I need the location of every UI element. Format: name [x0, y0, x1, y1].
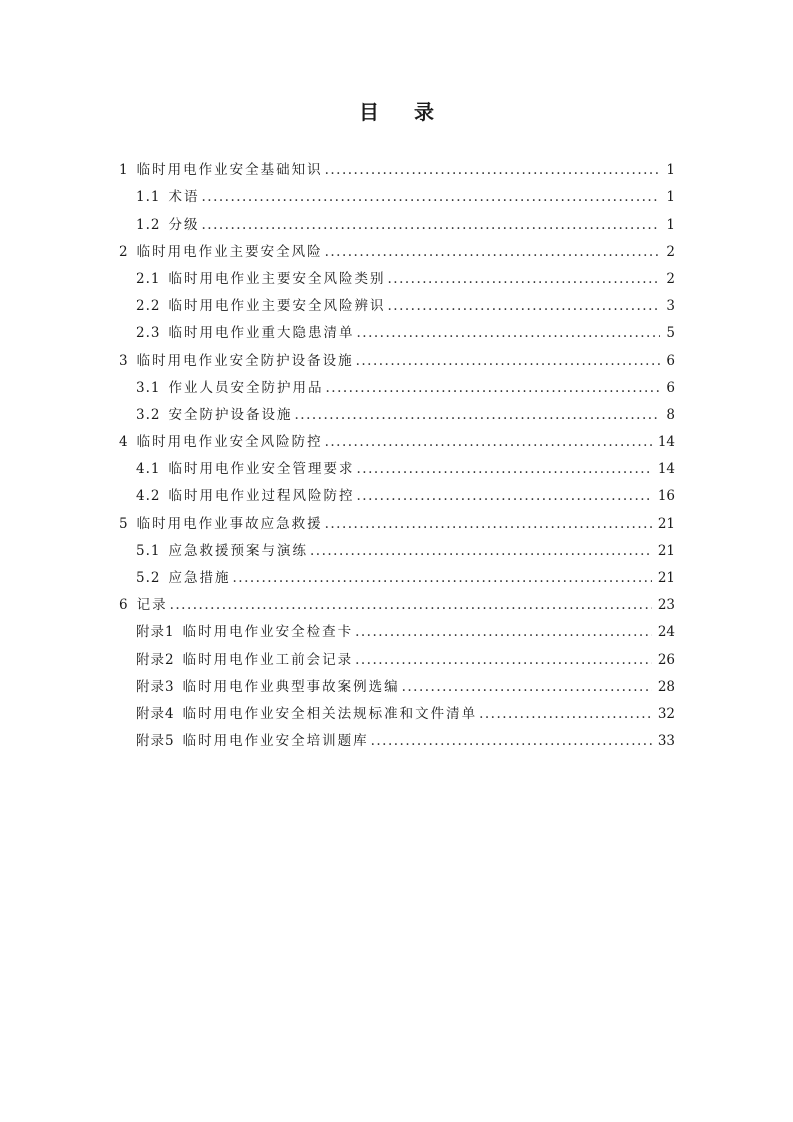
toc-entry-page-number: 8	[666, 406, 675, 423]
toc-entry[interactable]	[119, 429, 675, 456]
toc-entry[interactable]	[119, 456, 675, 483]
toc-entry[interactable]	[119, 211, 675, 238]
toc-entry-page-number: 16	[657, 488, 675, 505]
toc-entry-title: 应急救援预案与演练	[168, 542, 308, 559]
toc-entry[interactable]	[119, 674, 675, 701]
toc-dot-leader	[294, 402, 660, 429]
toc-dot-leader	[356, 456, 651, 483]
toc-entry-title: 临时用电作业安全管理要求	[168, 461, 355, 478]
toc-entry[interactable]	[119, 293, 675, 320]
toc-entry[interactable]	[119, 320, 675, 347]
toc-entry[interactable]	[119, 728, 675, 755]
toc-entry-number: 附录5	[136, 733, 175, 750]
toc-entry-title: 临时用电作业安全检查卡	[182, 624, 354, 641]
toc-entry-number: 6	[119, 597, 129, 614]
toc-entry-page-number: 28	[657, 678, 675, 695]
toc-entry[interactable]	[119, 239, 675, 266]
toc-entry-title: 临时用电作业主要安全风险	[136, 243, 323, 260]
toc-entry-number: 1	[119, 162, 129, 179]
toc-entry-title: 临时用电作业过程风险防控	[168, 488, 355, 505]
toc-entry-title: 术语	[168, 189, 200, 206]
toc-dot-leader	[325, 239, 661, 266]
toc-dot-leader	[325, 375, 660, 402]
toc-entry-number: 4.1	[136, 461, 161, 478]
toc-dot-leader	[310, 538, 652, 565]
toc-entry-page-number: 14	[657, 461, 675, 478]
toc-entry-page-number: 2	[666, 270, 675, 287]
toc-entry-number: 2.3	[136, 325, 161, 342]
toc-dot-leader	[356, 348, 661, 375]
toc-entry-title: 分级	[168, 216, 200, 233]
toc-entry[interactable]	[119, 483, 675, 510]
toc-entry-title: 临时用电作业安全相关法规标准和文件清单	[182, 705, 478, 722]
toc-entry-page-number: 1	[666, 162, 675, 179]
toc-entry-number: 4	[119, 434, 129, 451]
toc-dot-leader	[201, 212, 660, 239]
toc-entry-title: 应急措施	[168, 570, 231, 586]
toc-entry-title: 临时用电作业主要安全风险辨识	[168, 298, 386, 315]
toc-entry-title: 安全防护设备设施	[168, 406, 293, 423]
toc-dot-leader	[356, 320, 660, 347]
toc-entry-page-number: 21	[657, 515, 675, 532]
toc-entry[interactable]	[119, 347, 675, 374]
toc-entry[interactable]	[119, 646, 675, 673]
toc-entry-number: 2.1	[136, 270, 161, 287]
toc-dot-leader	[402, 674, 652, 701]
toc-dot-leader	[387, 266, 660, 293]
toc-entry-number: 5.2	[136, 570, 161, 586]
toc-entry[interactable]	[119, 619, 675, 646]
toc-entry-number: 5	[119, 515, 129, 532]
toc-entry-page-number: 5	[666, 325, 675, 342]
toc-entry-title: 临时用电作业安全培训题库	[182, 733, 369, 750]
page-title: 目 录	[359, 100, 448, 124]
toc-entry-number: 4.2	[136, 488, 161, 505]
toc-entry-number: 2	[119, 243, 129, 260]
toc-entry-number: 3	[119, 352, 129, 369]
toc-entry-page-number: 33	[657, 733, 675, 750]
toc-entry[interactable]	[119, 157, 675, 184]
toc-dot-leader	[371, 728, 652, 755]
toc-entry-number: 3.2	[136, 406, 161, 423]
toc-entry-title: 临时用电作业主要安全风险类别	[168, 270, 386, 287]
toc-entry-page-number: 21	[657, 542, 675, 559]
toc-dot-leader	[356, 483, 651, 510]
toc-entry-page-number: 6	[666, 352, 675, 369]
toc-entry-title: 临时用电作业安全基础知识	[136, 162, 323, 179]
toc-entry-page-number: 21	[657, 570, 675, 586]
toc-dot-leader	[232, 565, 651, 592]
toc-entry-number: 2.2	[136, 298, 161, 315]
toc-entry[interactable]	[119, 592, 675, 619]
toc-dot-leader	[387, 293, 660, 320]
toc-entry-number: 5.1	[136, 542, 161, 559]
toc-dot-leader	[325, 511, 652, 538]
toc-dot-leader	[325, 429, 652, 456]
toc-dot-leader	[355, 619, 652, 646]
toc-entry[interactable]	[119, 510, 675, 537]
toc-entry[interactable]	[119, 538, 675, 565]
toc-entry-page-number: 26	[657, 651, 675, 668]
toc-dot-leader	[201, 184, 660, 211]
toc-entry-page-number: 24	[657, 624, 675, 641]
toc-entry-page-number: 32	[657, 705, 675, 722]
toc-entry-number: 附录4	[136, 705, 175, 722]
toc-entry-page-number: 1	[666, 216, 675, 233]
toc-entry-title: 作业人员安全防护用品	[168, 379, 324, 396]
toc-entry[interactable]	[119, 565, 675, 592]
toc-entry-number: 1.1	[136, 189, 161, 206]
toc-entry-page-number: 14	[657, 434, 675, 451]
toc-entry-title: 临时用电作业事故应急救援	[136, 515, 323, 532]
toc-entry-title: 临时用电作业安全防护设备设施	[136, 352, 354, 369]
toc-entry-title: 临时用电作业安全风险防控	[136, 434, 323, 451]
toc-entry-page-number: 1	[666, 189, 675, 206]
toc-entry[interactable]	[119, 266, 675, 293]
toc-dot-leader	[325, 157, 661, 184]
toc-dot-leader	[170, 592, 652, 619]
toc-entry-title: 临时用电作业工前会记录	[182, 651, 354, 668]
toc-entry-number: 附录3	[136, 678, 175, 695]
toc-entry[interactable]	[119, 701, 675, 728]
toc-entry-number: 1.2	[136, 216, 161, 233]
toc-entry-number: 附录1	[136, 624, 175, 641]
toc-entry-page-number: 3	[666, 298, 675, 315]
table-of-contents	[119, 157, 675, 755]
toc-entry-title: 记录	[136, 597, 168, 614]
toc-entry[interactable]	[119, 375, 675, 402]
toc-entry-page-number: 23	[657, 597, 675, 614]
toc-entry-page-number: 6	[666, 379, 675, 396]
toc-entry-title: 临时用电作业重大隐患清单	[168, 325, 355, 342]
toc-entry[interactable]	[119, 402, 675, 429]
toc-entry-title: 临时用电作业典型事故案例选编	[182, 678, 400, 695]
toc-entry-page-number: 2	[666, 243, 675, 260]
toc-entry[interactable]	[119, 184, 675, 211]
toc-entry-number: 3.1	[136, 379, 161, 396]
toc-dot-leader	[479, 701, 652, 728]
toc-dot-leader	[355, 647, 652, 674]
toc-entry-number: 附录2	[136, 651, 175, 668]
